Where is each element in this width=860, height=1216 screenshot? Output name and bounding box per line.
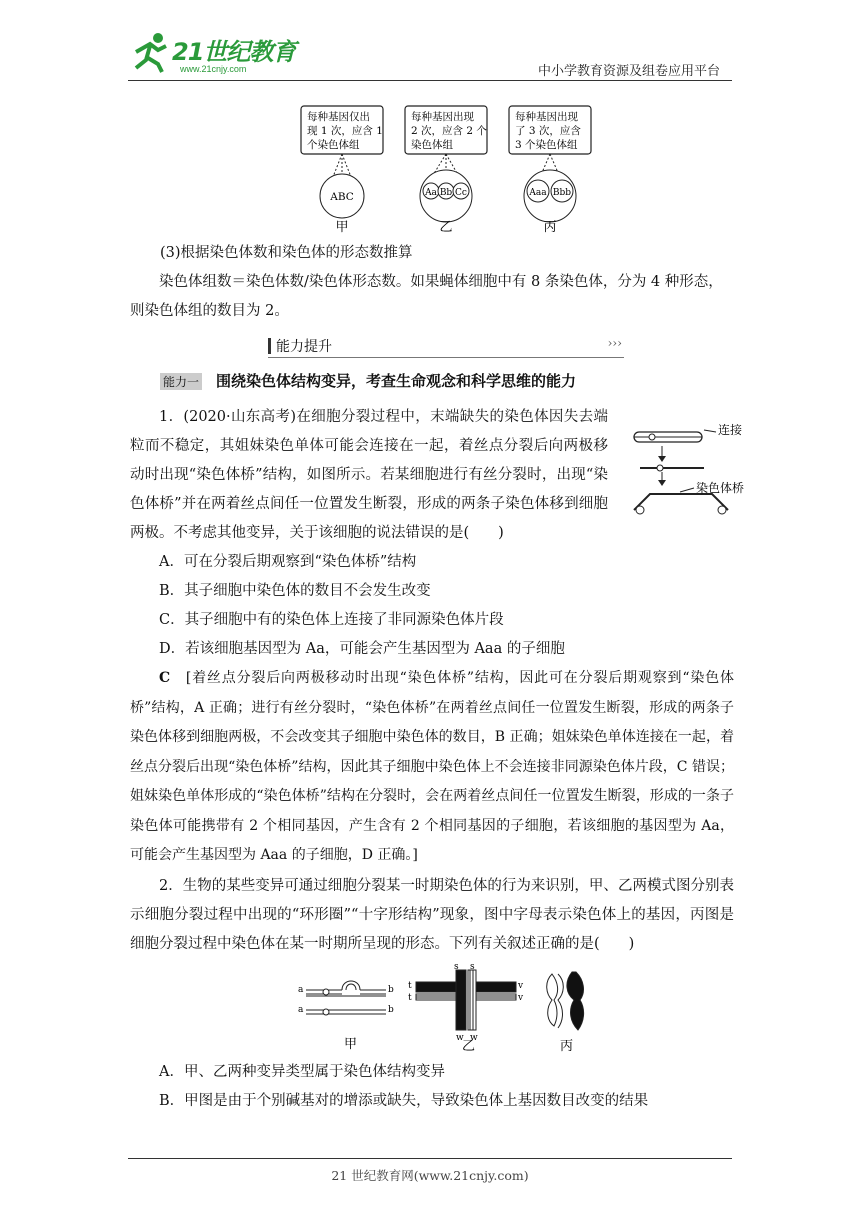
method3-title: (3)根据染色体数和染色体的形态数推算 — [160, 245, 413, 261]
q2-option-b: B．甲图是由于个别碱基对的增添或缺失，导致染色体上基因数目改变的结果 — [159, 1093, 649, 1109]
box3-text-line3: 3 个染色体组 — [515, 139, 578, 151]
letter-b: b — [388, 1005, 394, 1015]
cell-bing-gene: Aaa — [529, 188, 547, 198]
box3-text-line1: 每种基因出现 — [515, 111, 578, 123]
letter-s: s — [470, 962, 475, 972]
box2-text-line1: 每种基因出现 — [411, 111, 474, 123]
q2-option-a: A．甲、乙两种变异类型属于染色体结构变异 — [159, 1064, 445, 1080]
runner-icon — [128, 30, 172, 74]
q1-answer-letter: C — [159, 670, 171, 686]
fig1-label-ga: 甲 — [335, 220, 349, 234]
letter-v: v — [518, 993, 524, 1003]
box1-text-line1: 每种基因仅出 — [307, 111, 370, 123]
chromosome-bridge-figure — [620, 418, 760, 528]
fig2-label-ga: 甲 — [344, 1037, 358, 1052]
box1-text-line2: 现 1 次，应含 1 — [307, 125, 383, 137]
footer-rule — [128, 1158, 732, 1159]
letter-s: s — [454, 962, 459, 972]
logo-url: www.21cnjy.com — [180, 64, 247, 74]
letter-v: v — [518, 981, 524, 991]
fig-label-bridge: 染色体桥 — [696, 481, 745, 495]
letter-b: b — [388, 985, 394, 995]
letter-t: t — [408, 993, 412, 1003]
header-rule — [128, 80, 732, 81]
footer-text: 21 世纪教育网(www.21cnjy.com) — [331, 1168, 529, 1183]
letter-w: w — [470, 1033, 478, 1043]
section-arrows-icon: ››› — [607, 336, 622, 350]
logo-title: 21世纪教育 — [172, 38, 296, 66]
q2-stem: 2．生物的某些变异可通过细胞分裂某一时期染色体的行为来识别，甲、乙两模式图分别表示细胞分裂过程中出现的“环形圈”“十字形结构”现象，图中字母表示染色体上的基因，丙图是细胞分裂过程中染色体在某一时期所呈现的形态。下列有关叙述正确的是( ) — [130, 878, 734, 952]
cell-bing-gene: Bbb — [552, 188, 572, 198]
site-logo — [128, 30, 298, 80]
q1-option-a: A．可在分裂后期观察到“染色体桥”结构 — [159, 554, 417, 570]
q1-option-d: D．若该细胞基因型为 Aa，可能会产生基因型为 Aaa 的子细胞 — [159, 641, 565, 657]
cell-yi-gene: Bb — [439, 188, 453, 198]
method3-body: 染色体组数＝染色体数/染色体形态数。如果蝇体细胞中有 8 条染色体，分为 4 种形态，则染色体组的数目为 2。 — [130, 274, 723, 319]
section-header — [268, 336, 624, 358]
ability-badge — [160, 373, 202, 390]
q1-option-c: C．其子细胞中有的染色体上连接了非同源染色体片段 — [159, 612, 504, 628]
ability-title: 围绕染色体结构变异，考查生命观念和科学思维的能力 — [216, 372, 577, 390]
fig1-label-bing: 丙 — [543, 220, 557, 234]
box2-text-line3: 染色体组 — [411, 139, 453, 151]
letter-a: a — [298, 985, 304, 995]
q1-answer — [130, 664, 734, 871]
header-platform-name: 中小学教育资源及组卷应用平台 — [537, 64, 720, 79]
fig2-label-yi: 乙 — [462, 1039, 476, 1054]
cell-ga-genes: ABC — [330, 191, 354, 203]
ability-badge-text: 能力一 — [160, 373, 202, 390]
cell-yi-gene: Cc — [455, 188, 467, 198]
fig2-label-bing: 丙 — [560, 1039, 574, 1054]
letter-a: a — [298, 1005, 304, 1015]
q1-stem: 1．(2020·山东高考)在细胞分裂过程中，末端缺失的染色体因失去端粒而不稳定，其姐妹染色单体可能会连接在一起，着丝点分裂后向两极移动时出现“染色体桥”结构，如图所示。若某细胞进行有丝分裂时，出现“染色体桥”并在两着丝点间任一位置发生断裂，形成的两条子染色体移到细胞两极。不考虑其他变异，关于该细胞的说法错误的是( ) — [130, 409, 608, 541]
cell-yi-gene: Aa — [425, 188, 437, 198]
fig-label-connect: 连接 — [718, 423, 743, 437]
section-title: 能力提升 — [276, 338, 332, 354]
box3-text-line2: 了 3 次，应含 — [515, 125, 581, 137]
fig1-label-yi: 乙 — [439, 220, 453, 234]
letter-w: w — [456, 1033, 464, 1043]
letter-t: t — [408, 981, 412, 991]
box1-text-line3: 个染色体组 — [307, 139, 360, 151]
q1-option-b: B．其子细胞中染色体的数目不会发生改变 — [159, 583, 431, 599]
chromosome-variation-figure — [296, 960, 596, 1056]
chromosome-set-figure — [295, 104, 595, 234]
q1-answer-text: [着丝点分裂后向两极移动时出现“染色体桥”结构，因此可在分裂后期观察到“染色体桥”结构，A 正确；进行有丝分裂时，“染色体桥”在两着丝点间任一位置发生断裂，形成的两条子染色体移到细胞两极，不会改变其子细胞中染色体的数目，B 正确；姐妹染色单体连接在一起，着丝点分裂后出现“染色体桥”结构，因此其子细胞中染色体上不会连接非同源染色体片段，C 错误；姐妹染色单体形成的“染色体桥”结构在分裂时，会在两着丝点间任一位置发生断裂，形成的一条子染色体可能携带有 2 个相同基因，产生含有 2 个相同基因的子细胞，若该细胞的基因型为 Aa，可能会产生基因型为 Aaa 的子细胞，D 正确。] — [130, 670, 735, 863]
box2-text-line2: 2 次，应含 2 个 — [411, 125, 487, 137]
